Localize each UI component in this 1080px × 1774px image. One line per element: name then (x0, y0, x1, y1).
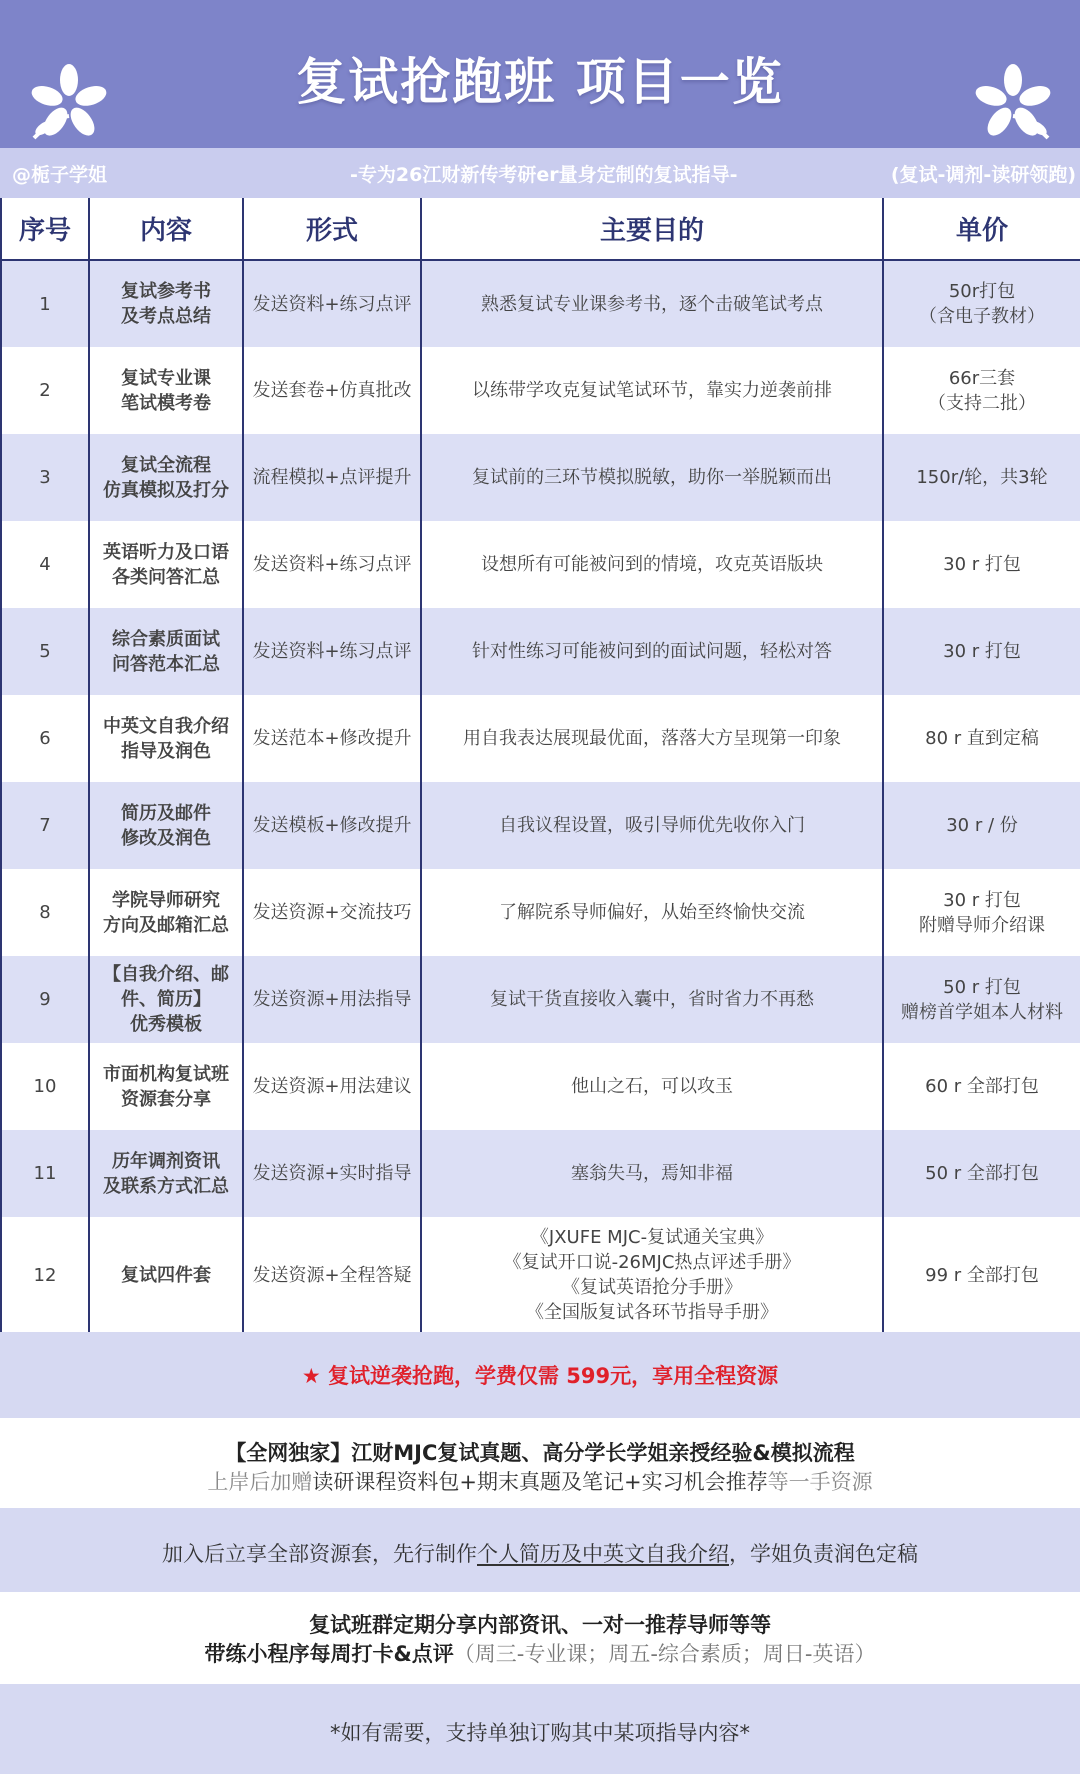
resume-block (0, 1508, 1080, 1592)
row-purpose: 塞翁失马，焉知非福 (421, 1130, 883, 1217)
row-form: 发送模板+修改提升 (243, 782, 421, 869)
row-price: 30 r 打包 (883, 521, 1080, 608)
column-header: 内容 (89, 198, 243, 260)
row-price: 150r/轮，共3轮 (883, 434, 1080, 521)
row-form: 发送套卷+仿真批改 (243, 347, 421, 434)
row-form: 流程模拟+点评提升 (243, 434, 421, 521)
row-content: 学院导师研究 方向及邮箱汇总 (89, 869, 243, 956)
row-purpose: 设想所有可能被问到的情境，攻克英语版块 (421, 521, 883, 608)
row-price: 66r三套 （支持二批） (883, 347, 1080, 434)
author-handle: @栀子学姐 (12, 164, 108, 186)
row-content: 英语听力及口语 各类问答汇总 (89, 521, 243, 608)
table-row (1, 1043, 1080, 1130)
row-number: 6 (1, 695, 89, 782)
project-table (0, 198, 1080, 1333)
column-header: 序号 (1, 198, 89, 260)
row-price: 30 r / 份 (883, 782, 1080, 869)
service-tags: (复试-调剂-读研领跑) (890, 164, 1076, 186)
row-form: 发送资料+练习点评 (243, 608, 421, 695)
price-line: ★ 复试逆袭抢跑，学费仅需 599元，享用全程资源 (301, 1364, 779, 1388)
row-price: 60 r 全部打包 (883, 1043, 1080, 1130)
group-line: 复试班群定期分享内部资讯、一对一推荐导师等等 (309, 1613, 771, 1637)
exclusive-block (0, 1418, 1080, 1508)
table-row (1, 608, 1080, 695)
row-purpose: 用自我表达展现最优面，落落大方呈现第一印象 (421, 695, 883, 782)
row-form: 发送资料+练习点评 (243, 521, 421, 608)
table-row (1, 782, 1080, 869)
group-block (0, 1592, 1080, 1684)
row-content: 复试四件套 (89, 1217, 243, 1333)
row-purpose: 《JXUFE MJC-复试通关宝典》 《复试开口说-26MJC热点评述手册》 《复试英语抢分手册》 《全国版复试各环节指导手册》 (421, 1217, 883, 1333)
table-row (1, 869, 1080, 956)
row-number: 11 (1, 1130, 89, 1217)
subtitle-bar (0, 148, 1080, 198)
table-row (1, 956, 1080, 1043)
row-content: 复试全流程 仿真模拟及打分 (89, 434, 243, 521)
table-header-row (1, 198, 1080, 260)
price-highlight (0, 1332, 1080, 1418)
row-form: 发送资源+实时指导 (243, 1130, 421, 1217)
row-number: 10 (1, 1043, 89, 1130)
footer-note (0, 1684, 1080, 1774)
row-purpose: 以练带学攻克复试笔试环节，靠实力逆袭前排 (421, 347, 883, 434)
row-content: 【自我介绍、邮 件、简历】 优秀模板 (89, 956, 243, 1043)
row-number: 2 (1, 347, 89, 434)
header-banner (0, 0, 1080, 148)
row-purpose: 复试前的三环节模拟脱敏，助你一举脱颖而出 (421, 434, 883, 521)
resume-line: 加入后立享全部资源套，先行制作个人简历及中英文自我介绍，学姐负责润色定稿 (162, 1542, 918, 1566)
row-content: 简历及邮件 修改及润色 (89, 782, 243, 869)
row-number: 3 (1, 434, 89, 521)
row-number: 5 (1, 608, 89, 695)
row-content: 综合素质面试 问答范本汇总 (89, 608, 243, 695)
column-header: 单价 (883, 198, 1080, 260)
table-row (1, 695, 1080, 782)
row-purpose: 了解院系导师偏好，从始至终愉快交流 (421, 869, 883, 956)
table-row (1, 347, 1080, 434)
table-row (1, 1217, 1080, 1333)
table-row (1, 434, 1080, 521)
row-form: 发送资源+用法建议 (243, 1043, 421, 1130)
row-number: 8 (1, 869, 89, 956)
table-row (1, 521, 1080, 608)
row-form: 发送资料+练习点评 (243, 260, 421, 347)
row-content: 历年调剂资讯 及联系方式汇总 (89, 1130, 243, 1217)
table-row (1, 1130, 1080, 1217)
bonus-line: 上岸后加赠读研课程资料包+期末真题及笔记+实习机会推荐等一手资源 (207, 1470, 873, 1494)
row-purpose: 他山之石，可以攻玉 (421, 1043, 883, 1130)
table-row (1, 260, 1080, 347)
row-purpose: 自我议程设置，吸引导师优先收你入门 (421, 782, 883, 869)
slogan: -专为26江财新传考研er量身定制的复试指导- (350, 164, 738, 186)
row-form: 发送资源+交流技巧 (243, 869, 421, 956)
row-price: 50r打包 （含电子教材） (883, 260, 1080, 347)
footer-note-text: *如有需要，支持单独订购其中某项指导内容* (330, 1721, 750, 1745)
row-price: 30 r 打包 (883, 608, 1080, 695)
row-form: 发送范本+修改提升 (243, 695, 421, 782)
row-price: 30 r 打包 附赠导师介绍课 (883, 869, 1080, 956)
row-price: 99 r 全部打包 (883, 1217, 1080, 1333)
row-number: 7 (1, 782, 89, 869)
row-purpose: 针对性练习可能被问到的面试问题，轻松对答 (421, 608, 883, 695)
row-form: 发送资源+全程答疑 (243, 1217, 421, 1333)
row-content: 市面机构复试班 资源套分享 (89, 1043, 243, 1130)
row-number: 12 (1, 1217, 89, 1333)
row-number: 1 (1, 260, 89, 347)
row-content: 中英文自我介绍 指导及润色 (89, 695, 243, 782)
row-price: 50 r 打包 赠榜首学姐本人材料 (883, 956, 1080, 1043)
row-price: 80 r 直到定稿 (883, 695, 1080, 782)
row-purpose: 熟悉复试专业课参考书，逐个击破笔试考点 (421, 260, 883, 347)
page-title: 复试抢跑班 项目一览 (296, 53, 784, 111)
flower-icon (968, 58, 1058, 148)
column-header: 主要目的 (421, 198, 883, 260)
checkin-line: 带练小程序每周打卡&点评（周三-专业课；周五-综合素质；周日-英语） (204, 1642, 876, 1666)
exclusive-line: 【全网独家】江财MJC复试真题、高分学长学姐亲授经验&模拟流程 (225, 1441, 855, 1465)
row-number: 9 (1, 956, 89, 1043)
row-number: 4 (1, 521, 89, 608)
row-form: 发送资源+用法指导 (243, 956, 421, 1043)
column-header: 形式 (243, 198, 421, 260)
row-purpose: 复试干货直接收入囊中，省时省力不再愁 (421, 956, 883, 1043)
row-price: 50 r 全部打包 (883, 1130, 1080, 1217)
row-content: 复试参考书 及考点总结 (89, 260, 243, 347)
row-content: 复试专业课 笔试模考卷 (89, 347, 243, 434)
